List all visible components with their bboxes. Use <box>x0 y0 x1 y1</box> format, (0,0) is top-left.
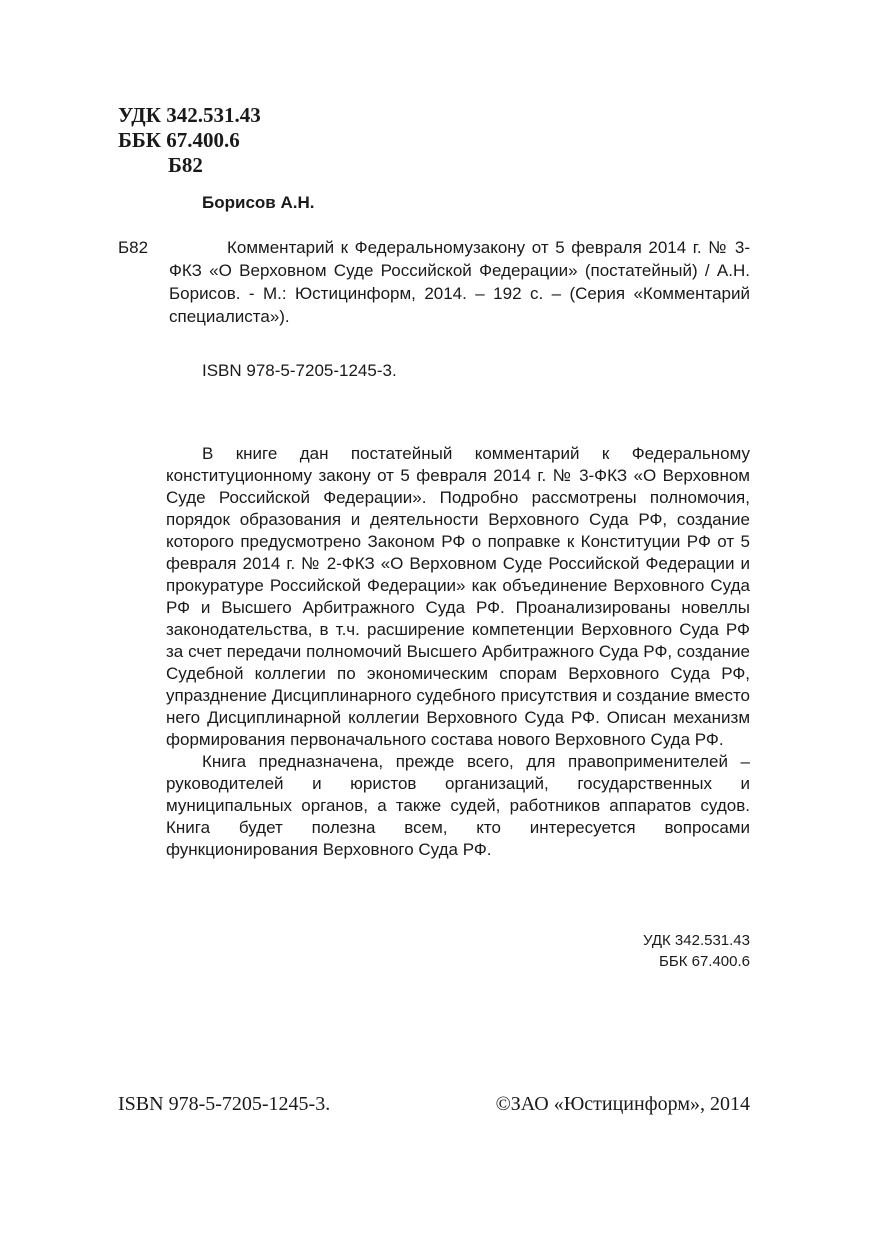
annotation-paragraph: В книге дан постатейный комментарий к Федеральному конституционному закону от 5 февраля 2014 г. № 3-ФКЗ «О Верховном Суде Российской Федерации». Подробно рассмотрены полномочия, порядок образования и деятельности Верховного Суда РФ, создание которого предусмотрено Законом РФ о поправке к Конституции РФ от 5 февраля 2014 г. № 2-ФКЗ «О Верховном Суде Российской Федерации и прокуратуре Российской Федерации» как объединение Верховного Суда РФ и Высшего Арбитражного Суда РФ. Проанализированы новеллы законодательства, в т.ч. расширение компетенции Верховного Суда РФ за счет передачи полномочий Высшего Арбитражного Суда РФ, создание Судебной коллегии по экономическим спорам Верховного Суда РФ, упразднение Дисциплинарного судебного присутствия и создание вместо него Дисциплинарной коллегии Верховного Суда РФ. Описан механизм формирования первоначального состава нового Верховного Суда РФ. <box>166 444 750 749</box>
annotation <box>166 443 750 861</box>
isbn-line: ISBN 978-5-7205-1245-3. <box>202 361 397 380</box>
bibliographic-description: Комментарий к Федеральномузакону от 5 февраля 2014 г. № 3-ФКЗ «О Верховном Суде Российской Федерации» (постатейный) / А.Н. Борисов. - М.: Юстицинформ, 2014. – 192 с. – (Серия «Комментарий специалиста»). <box>169 238 750 326</box>
author-mark: Б82 <box>168 153 203 177</box>
bbk-code: ББК 67.400.6 <box>118 128 240 152</box>
bibliographic-author-mark: Б82 <box>118 238 149 257</box>
author-name: Борисов А.Н. <box>202 193 315 212</box>
footer-copyright: ©ЗАО «Юстицинформ», 2014 <box>495 1093 750 1115</box>
bbk-code-right: ББК 67.400.6 <box>659 953 750 970</box>
udk-code: УДК 342.531.43 <box>118 103 261 127</box>
classification-codes-right <box>643 930 750 972</box>
footer-isbn: ISBN 978-5-7205-1245-3. <box>118 1093 331 1115</box>
classification-header <box>118 103 261 178</box>
udk-code-right: УДК 342.531.43 <box>643 932 750 949</box>
annotation-paragraph: Книга предназначена, прежде всего, для правоприменителей – руководителей и юристов организаций, государственных и муниципальных органов, а также судей, работников аппаратов судов. Книга будет полезна всем, кто интересуется вопросами функционирования Верховного Суда РФ. <box>166 752 750 859</box>
bibliographic-record <box>118 236 750 328</box>
